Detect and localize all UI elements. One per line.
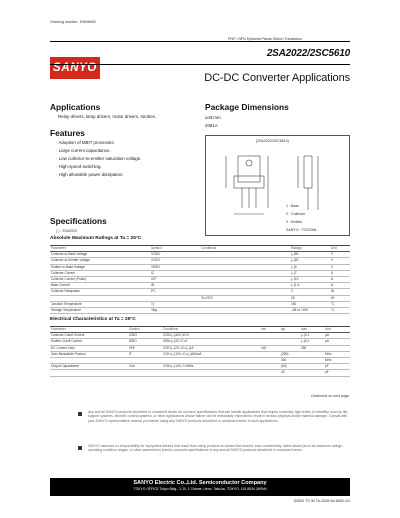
applications-text: Relay drivers, lamp drivers, motor drivers, strobes. — [58, 114, 157, 119]
list-item: · Large current capacitance. — [56, 148, 111, 153]
col-header: min — [260, 327, 280, 333]
col-header: Symbol — [128, 327, 162, 333]
package-unit: unit:mm — [205, 115, 221, 120]
table-row: 40 pF — [50, 370, 350, 376]
absolute-max-ratings-table — [50, 245, 350, 314]
specifications-heading: Specifications — [50, 216, 107, 226]
col-header: Parameter — [50, 327, 128, 333]
table-row: Base Current IB (–)1.4 A — [50, 283, 350, 289]
col-header: max — [300, 327, 324, 333]
spec-note: ( ) : 2SA2022 — [56, 229, 78, 233]
pin-2: 2 : Collector — [286, 212, 306, 216]
page-title: DC-DC Converter Applications — [204, 72, 350, 84]
col-header: Symbol — [150, 246, 200, 252]
header-divider-thick — [50, 64, 350, 65]
table-row: 300 MHz — [50, 357, 350, 363]
table-row: Gain-Bandwidth Product fT VCE=(–)10V, IC=(–)500mA (280) MHz — [50, 351, 350, 357]
col-header: Ratings — [290, 246, 330, 252]
bullet-square-icon — [78, 446, 82, 450]
package-heading: Package Dimensions — [205, 102, 289, 112]
bullet-square-icon — [78, 412, 82, 416]
part-number: 2SA2022/2SC5610 — [266, 48, 350, 59]
package-box-title: [2SA2022/2SC5610] — [256, 139, 289, 143]
table-row: Storage Temperature Tstg –55 to +150 °C — [50, 307, 350, 313]
table-row: Tc=25°C 25 W — [50, 295, 350, 301]
col-header: Conditions — [200, 246, 290, 252]
footer-company: SANYO Electric Co.,Ltd. Semiconductor Company — [133, 480, 267, 486]
electrical-characteristics-table — [50, 326, 350, 377]
col-header: Parameter — [50, 246, 150, 252]
table-row: Collector Cutoff Current ICBO VCB=(–)40V, IE=0 (–)0.1 µA — [50, 333, 350, 339]
table-row: Emitter Cutoff Current IEBO VEB=(–)4V, IC=0 (–)0.1 µA — [50, 339, 350, 345]
col-header: Unit — [330, 246, 350, 252]
footer-address: TOKYO OFFICE Tokyo Bldg., 1-10, 1 Chome, Ueno, Taito-ku, TOKYO, 110-8534 JAPAN — [133, 487, 267, 491]
table-row: Collector-to-Emitter Voltage VCEO (–)50 V — [50, 258, 350, 264]
header-divider-top — [50, 41, 350, 42]
pin-3: 3 : Emitter — [286, 220, 303, 224]
col-header: Conditions — [162, 327, 260, 333]
col-header: typ — [280, 327, 300, 333]
continued-note: Continued on next page. — [310, 394, 350, 398]
disclaimer-1: Any and all SANYO products described or contained herein do not have specifications that can handle applications that require extremely high levels of reliability, such as life-support systems, aircraft's control systems, or other applications whose failure can be reasonably expected to result in serious physical and/or material damage. Consult with your SANYO representative nearest you before using any SANYO products described or contained herein in such applications. — [88, 410, 349, 423]
table-row: Collector Current IC (–)7 A — [50, 270, 350, 276]
disclaimer-2: SANYO assumes no responsibility for equipment failures that result from using products at values that exceed, even momentarily, rated values (such as maximum ratings, operating condition ranges, or other parameters) listed in products specifications of any and all SANYO products described or contained herein. — [88, 444, 343, 453]
list-item: · High-speed switching. — [56, 164, 102, 169]
package-drawing — [205, 135, 350, 236]
list-item: · Low collector-to-emitter saturation voltage. — [56, 156, 142, 161]
table-row: Junction Temperature Tj 150 °C — [50, 301, 350, 307]
table-row: Output Capacitance Cob VCB=(–)10V, f=1MHz (60) pF — [50, 364, 350, 370]
transistor-type: PNP / NPN Epitaxial Planar Silicon Transistors — [228, 37, 303, 41]
footer-bar — [50, 478, 350, 496]
list-item: · High allowable power dissipation. — [56, 172, 124, 177]
sanyo-logo: SANYO — [50, 57, 100, 79]
applications-heading: Applications — [50, 102, 101, 112]
to220-outline-icon — [206, 136, 351, 237]
features-heading: Features — [50, 128, 85, 138]
list-item: · Adoption of MBIT processes. — [56, 140, 115, 145]
col-header: Unit — [324, 327, 350, 333]
table-row: Collector Current (Pulse) ICP (–)10 A — [50, 276, 350, 282]
table-row: Collector-to-Base Voltage VCBO (–)50 V — [50, 252, 350, 258]
package-code: 2081A — [205, 123, 218, 128]
features-list — [56, 140, 141, 180]
table-row: DC Current Gain hFE VCE=(–)2V, IC=(–)1A 140 280 — [50, 345, 350, 351]
amr-heading: Absolute Maximum Ratings at Ta = 25°C — [50, 236, 142, 241]
document-code: D0500 TS IM TA-2638 No.6650-1/4 — [293, 499, 350, 503]
ordering-number: Ordering number : ENN6650 — [50, 20, 96, 24]
table-row: Collector Dissipation PC 2 W — [50, 289, 350, 295]
table-row: Emitter-to-Base Voltage VEBO (–)6 V — [50, 264, 350, 270]
maker-code: SANYO : TO220ML — [286, 228, 318, 232]
pin-1: 1 : Base — [286, 204, 300, 208]
ec-heading: Electrical Characteristics at Ta = 25°C — [50, 317, 136, 322]
